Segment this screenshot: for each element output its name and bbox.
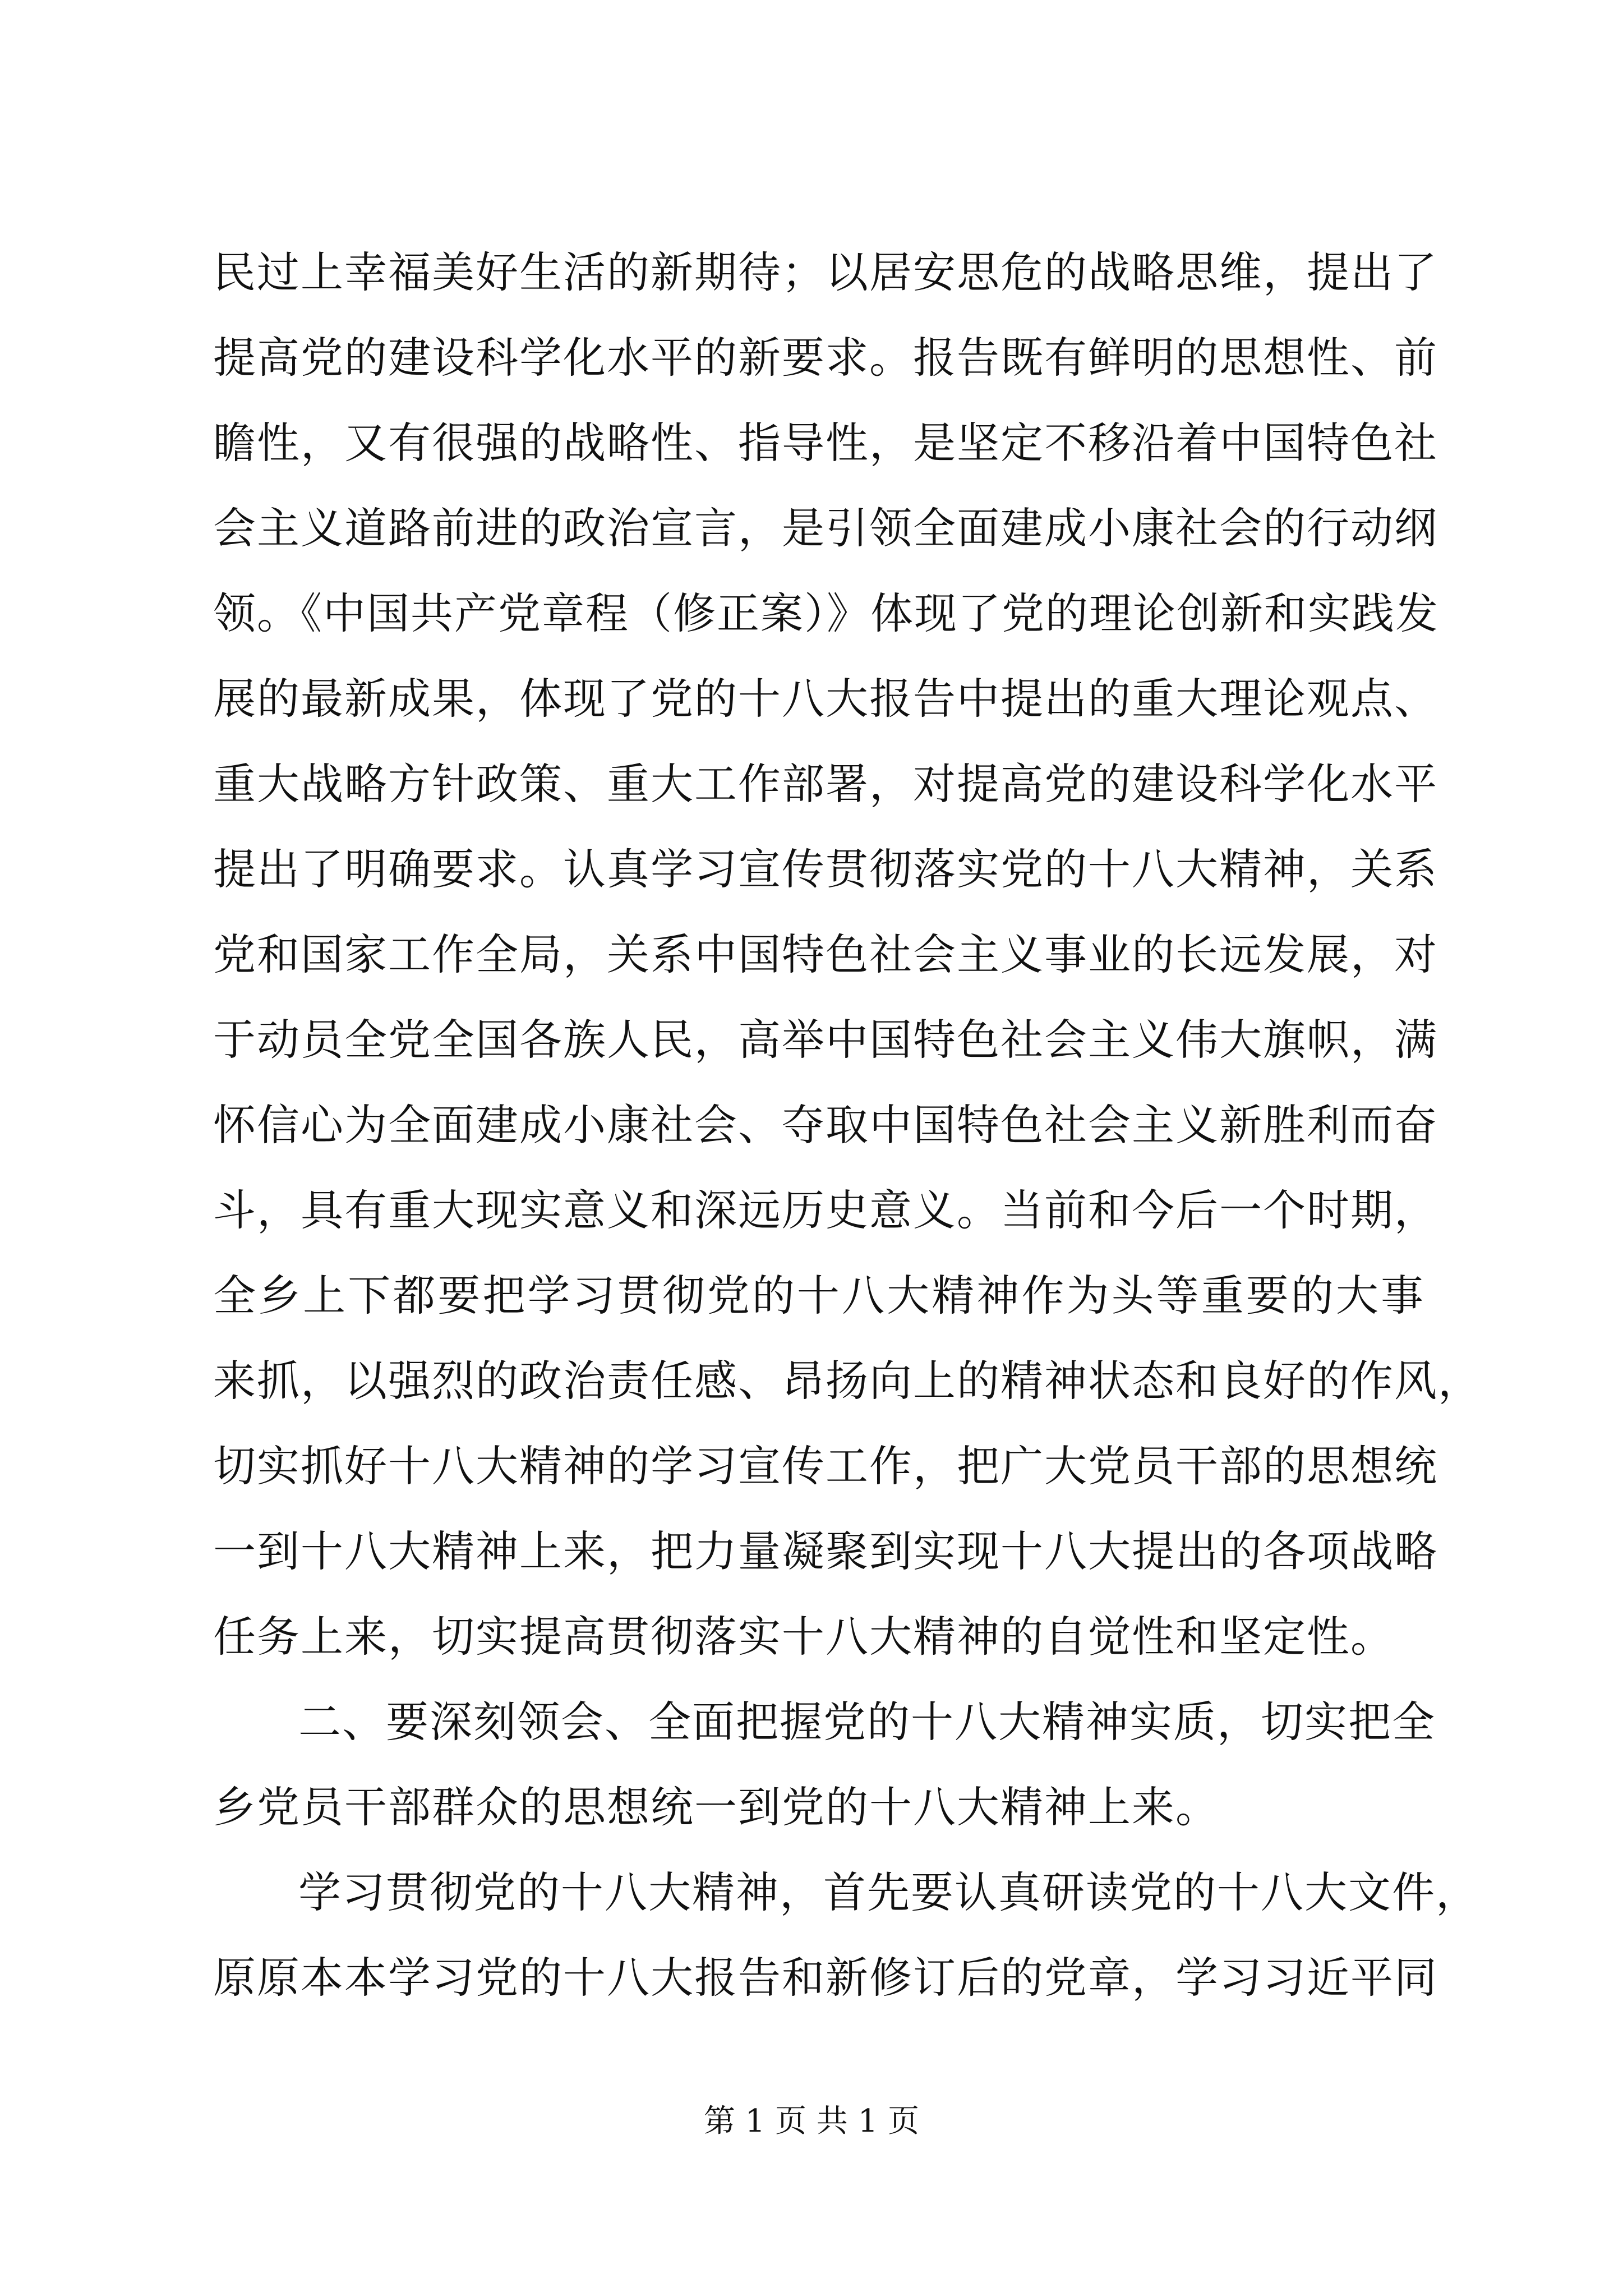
- text-line: 切实抓好十八大精神的学习宣传工作，把广大党员干部的思想统: [213, 1441, 1438, 1491]
- text-line: 会主义道路前进的政治宣言，是引领全面建成小康社会的行动纲: [213, 503, 1438, 553]
- text-line: 领。《中国共产党章程（修正案）》体现了党的理论创新和实践发: [213, 588, 1439, 638]
- text-line: 重大战略方针政策、重大工作部署，对提高党的建设科学化水平: [213, 759, 1438, 809]
- text-line: 学习贯彻党的十八大精神，首先要认真研读党的十八大文件，: [298, 1867, 1479, 1917]
- text-line: 一到十八大精神上来，把力量凝聚到实现十八大提出的各项战略: [213, 1526, 1438, 1576]
- text-line: 任务上来，切实提高贯彻落实十八大精神的自觉性和坚定性。: [213, 1612, 1394, 1662]
- text-line: 提高党的建设科学化水平的新要求。报告既有鲜明的思想性、前: [213, 333, 1438, 383]
- text-line: 斗，具有重大现实意义和深远历史意义。当前和今后一个时期，: [213, 1185, 1438, 1235]
- text-line: 于动员全党全国各族人民，高举中国特色社会主义伟大旗帜，满: [213, 1015, 1438, 1065]
- text-line: 民过上幸福美好生活的新期待；以居安思危的战略思维，提出了: [213, 247, 1438, 297]
- text-line: 全乡上下都要把学习贯彻党的十八大精神作为头等重要的大事: [213, 1271, 1424, 1320]
- document-body: [213, 230, 1482, 2021]
- text-line: 怀信心为全面建成小康社会、夺取中国特色社会主义新胜利而奋: [213, 1100, 1438, 1150]
- text-line: 展的最新成果，体现了党的十八大报告中提出的重大理论观点、: [213, 674, 1438, 724]
- text-line: 原原本本学习党的十八大报告和新修订后的党章，学习习近平同: [213, 1953, 1438, 2003]
- text-line: 党和国家工作全局，关系中国特色社会主义事业的长远发展，对: [213, 930, 1438, 979]
- text-line: 瞻性，又有很强的战略性、指导性，是坚定不移沿着中国特色社: [213, 418, 1438, 468]
- section-heading: 二、要深刻领会、全面把握党的十八大精神实质，切实把全: [298, 1697, 1436, 1747]
- section-heading-continued: 乡党员干部群众的思想统一到党的十八大精神上来。: [213, 1782, 1219, 1832]
- text-line: 提出了明确要求。认真学习宣传贯彻落实党的十八大精神，关系: [213, 844, 1438, 894]
- text-line: 来抓，以强烈的政治责任感、昂扬向上的精神状态和良好的作风，: [213, 1356, 1482, 1406]
- page-number-footer: 第 1 页 共 1 页: [703, 2103, 920, 2139]
